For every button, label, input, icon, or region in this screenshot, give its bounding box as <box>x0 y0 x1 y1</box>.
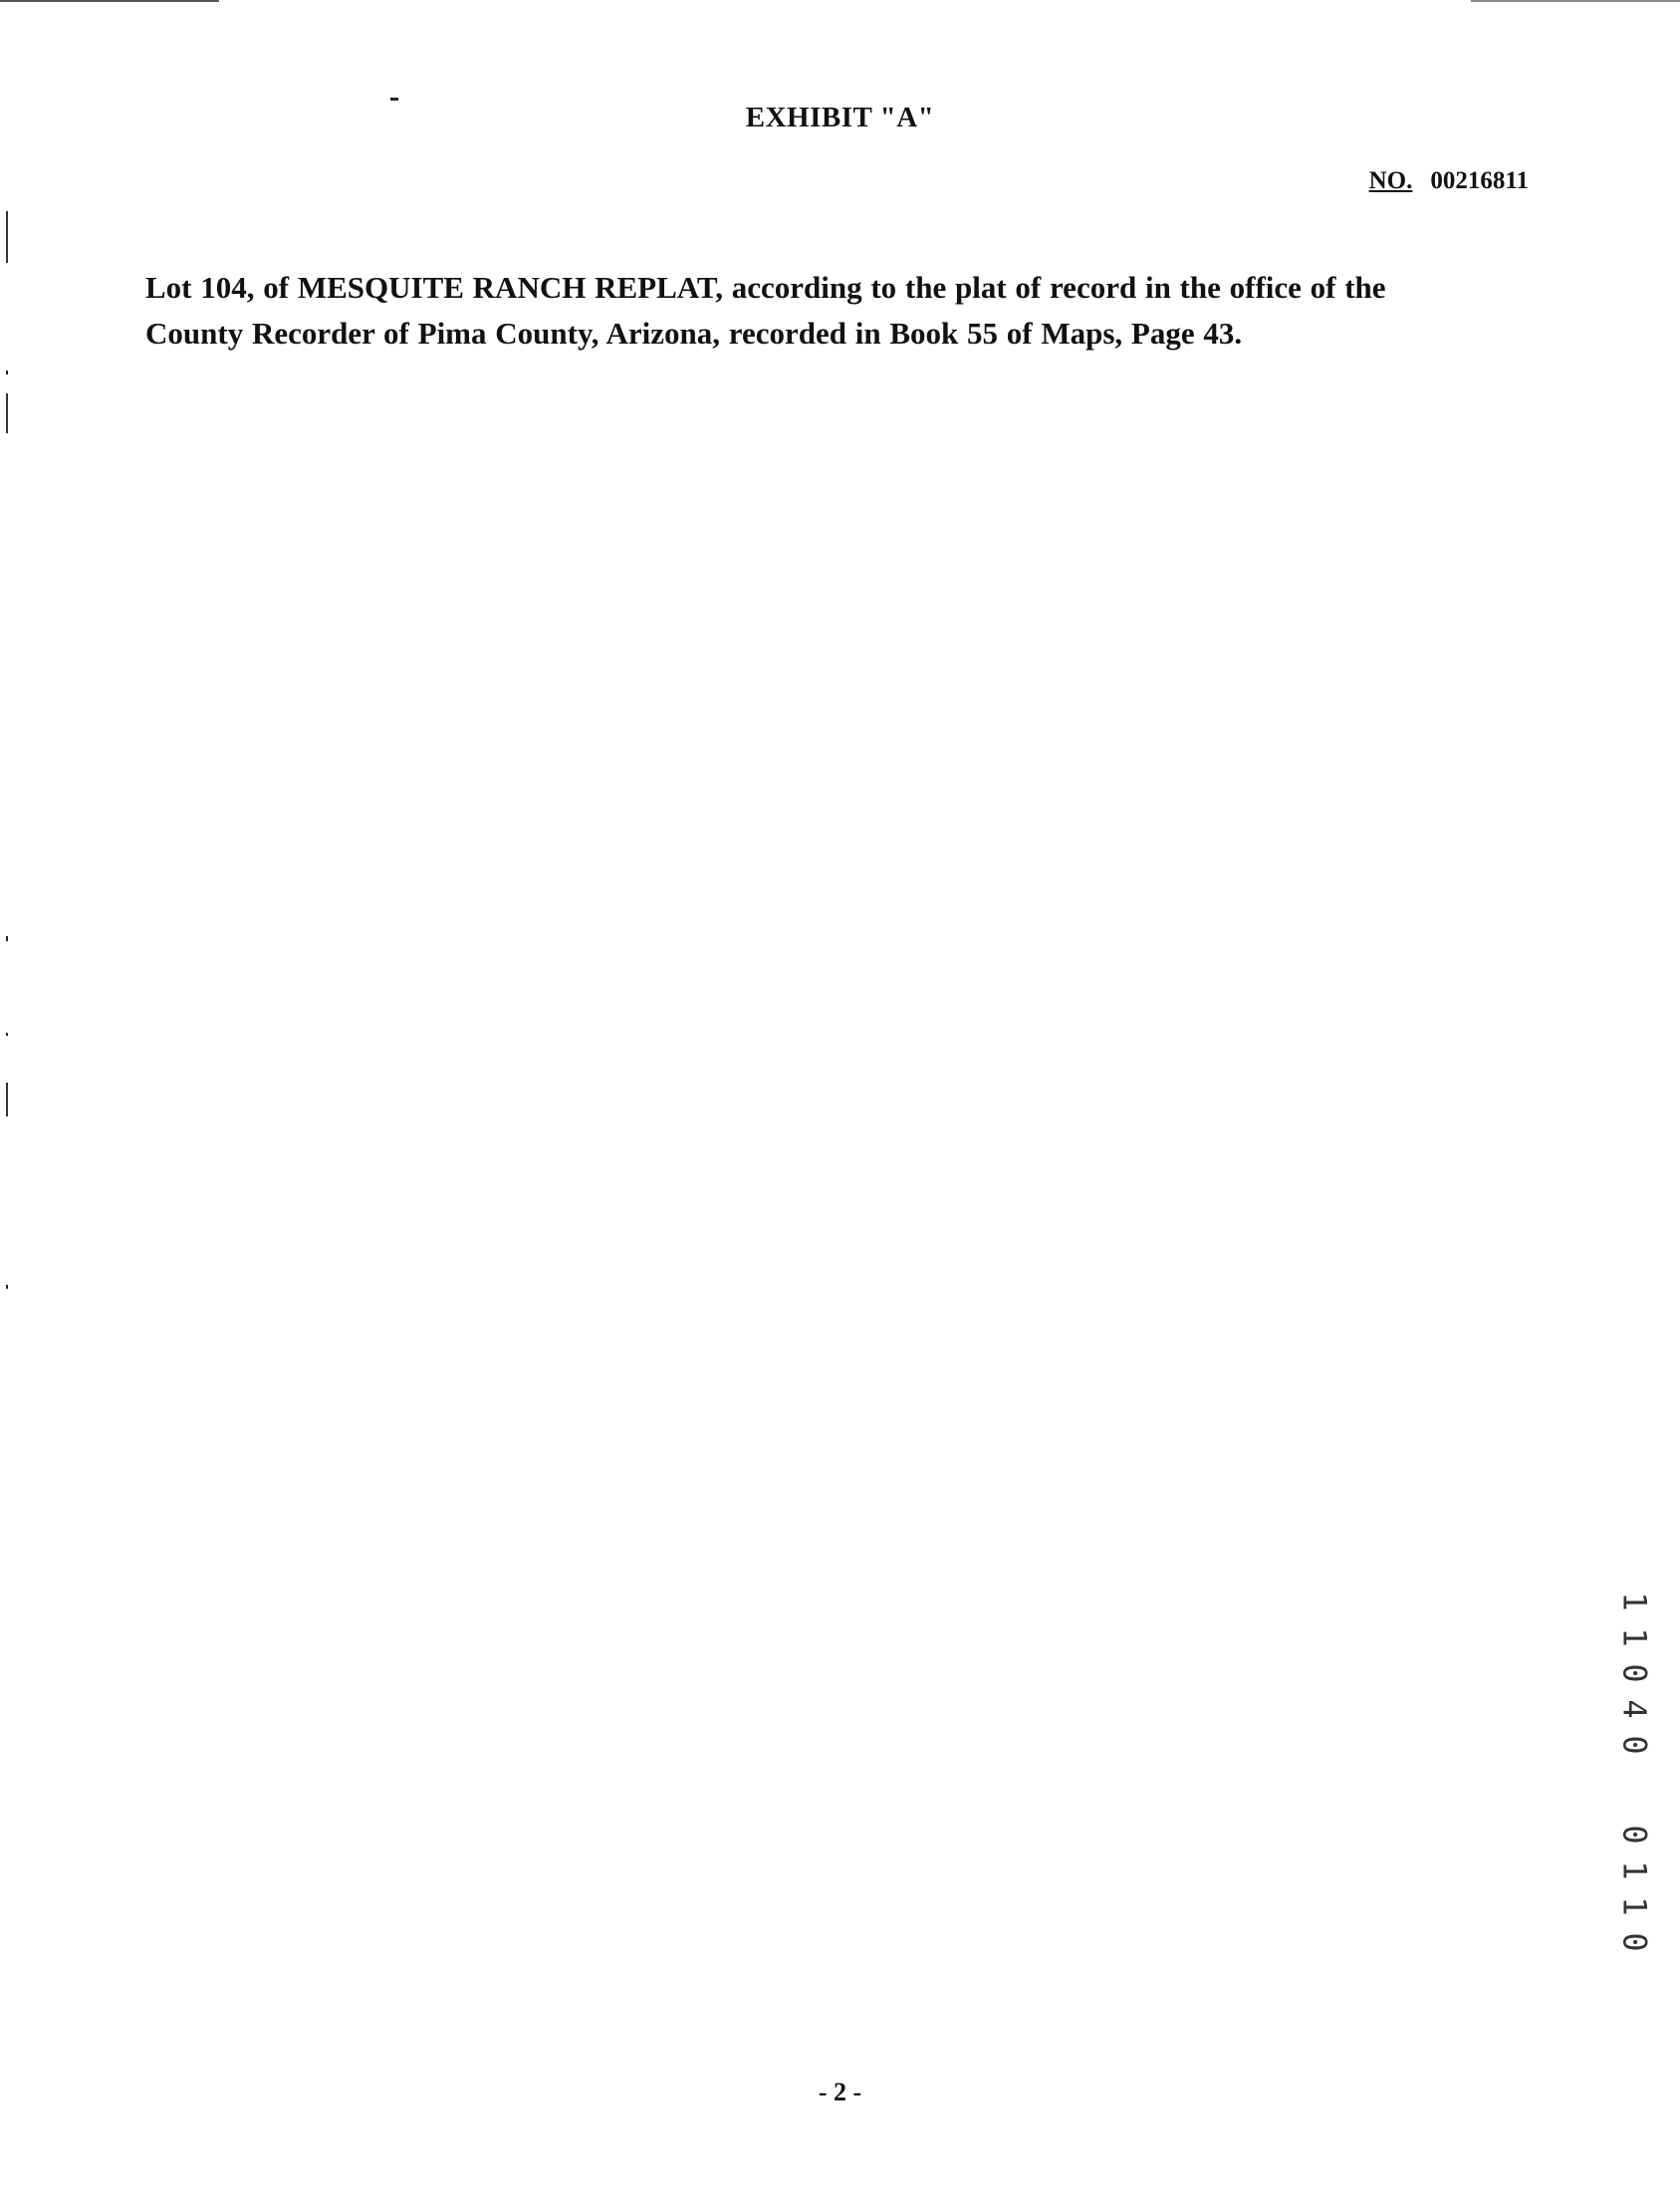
scan-speck <box>6 1033 8 1036</box>
stamp-digit: 1 <box>1615 1896 1654 1916</box>
legal-description-line: Lot 104, of MESQUITE RANCH REPLAT, according to the plat of record in the office of the <box>145 270 1386 305</box>
margin-mark <box>6 393 8 433</box>
recording-stamp <box>1615 1584 1654 1960</box>
stamp-digit: 1 <box>1615 1592 1654 1611</box>
stamp-gap <box>1617 1763 1651 1817</box>
scan-speck <box>6 1285 8 1289</box>
stamp-digit: 1 <box>1615 1627 1654 1647</box>
stamp-digit: 1 <box>1615 1860 1654 1880</box>
page-number: - 2 - <box>818 2078 862 2106</box>
stamp-group-2 <box>1615 1817 1654 1960</box>
legal-description-line: County Recorder of Pima County, Arizona, recorded in Book 55 of Maps, Page 43. <box>145 316 1243 351</box>
margin-mark <box>6 1083 8 1116</box>
stamp-digit: 0 <box>1615 1932 1654 1952</box>
scan-speck <box>390 98 398 101</box>
scan-edge-line <box>1471 0 1680 2</box>
document-number-value: 00216811 <box>1430 167 1529 194</box>
scan-edge-line <box>0 0 219 2</box>
margin-mark <box>6 211 8 263</box>
scan-speck <box>6 936 8 941</box>
legal-description <box>145 265 1540 357</box>
stamp-digit: 4 <box>1615 1699 1654 1719</box>
stamp-digit: 0 <box>1615 1735 1654 1755</box>
exhibit-title: EXHIBIT "A" <box>745 102 935 133</box>
stamp-digit: 0 <box>1615 1663 1654 1683</box>
document-number-label: NO. <box>1368 167 1413 194</box>
scan-speck <box>6 370 8 374</box>
stamp-group-1 <box>1615 1584 1654 1763</box>
stamp-digit: 0 <box>1615 1825 1654 1844</box>
document-number <box>1369 167 1529 195</box>
